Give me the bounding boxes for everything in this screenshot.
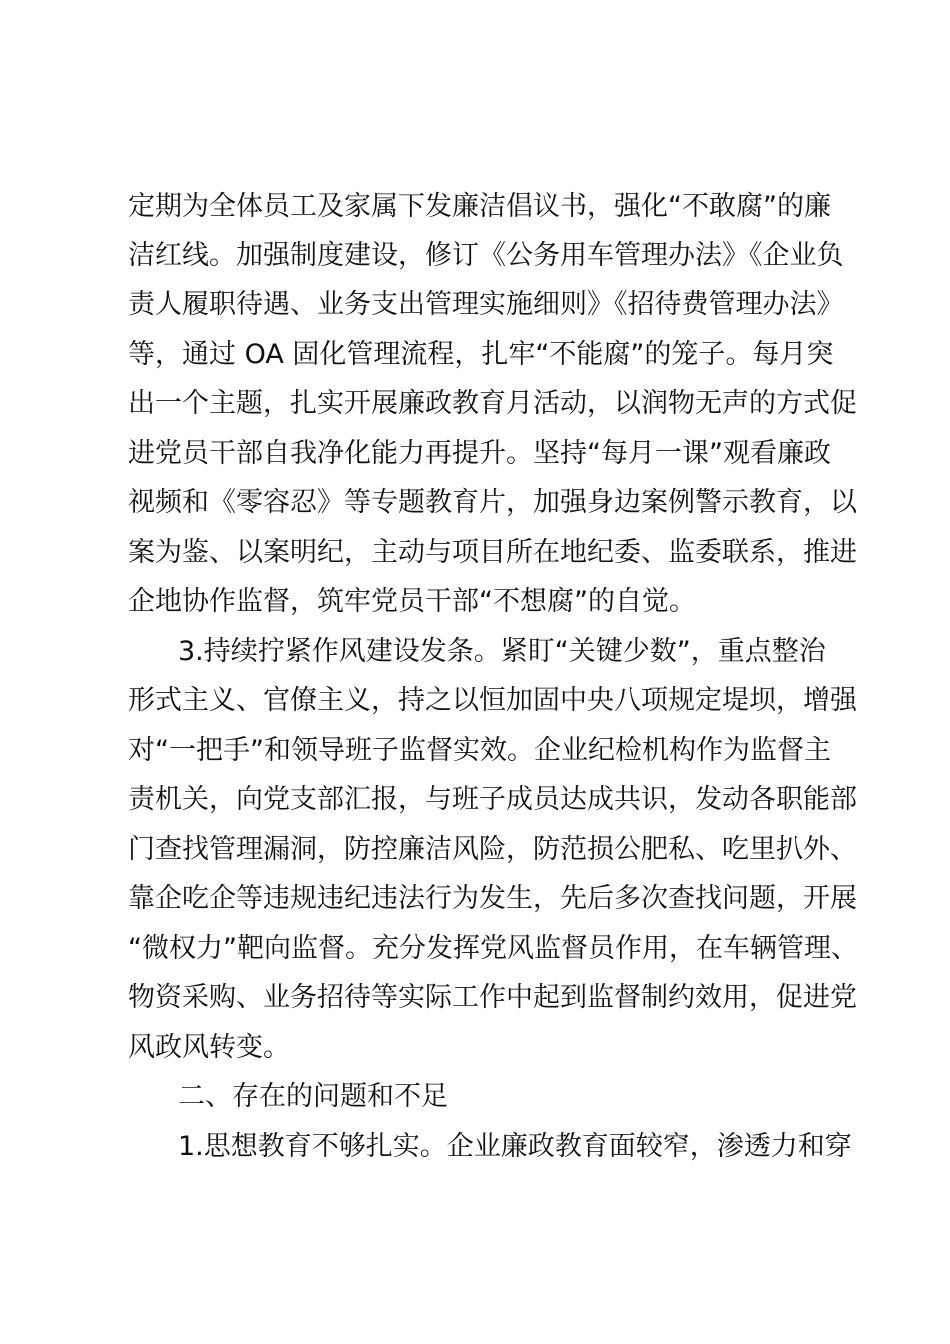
body-text-line: 定期为全体员工及家属下发廉洁倡议书，强化“不敢腐”的廉 <box>128 191 831 222</box>
subsection-heading-1: 1.思想教育不够扎实。企业廉政教育面较窄，渗透力和穿 <box>178 1131 852 1162</box>
body-text-line: 责机关，向党支部汇报，与班子成员达成共识，发动各职能部 <box>128 784 857 815</box>
section-heading-3: 3.持续拧紧作风建设发条。紧盯“关键少数”，重点整治 <box>178 636 826 667</box>
body-text-line: 物资采购、业务招待等实际工作中起到监督制约效用，促进党 <box>128 982 857 1013</box>
body-text-line: 案为鉴、以案明纪，主动与项目所在地纪委、监委联系，推进 <box>128 537 857 568</box>
body-text-line: 出一个主题，扎实开展廉政教育月活动，以润物无声的方式促 <box>128 388 857 419</box>
body-text-line: 企地协作监督，筑牢党员干部“不想腐”的自觉。 <box>128 586 696 617</box>
body-text-line: 形式主义、官僚主义，持之以恒加固中央八项规定堤坝，增强 <box>128 685 857 716</box>
body-text-line: 等，通过 OA 固化管理流程，扎牢“不能腐”的笼子。每月突 <box>128 339 834 370</box>
section-heading-2: 二、存在的问题和不足 <box>178 1081 448 1112</box>
body-text-line: 对“一把手”和领导班子监督实效。企业纪检机构作为监督主 <box>128 735 831 766</box>
body-text-line: 风政风转变。 <box>128 1032 290 1063</box>
body-text-line: 责人履职待遇、业务支出管理实施细则》《招待费管理办法》 <box>128 289 844 320</box>
body-text-line: 进党员干部自我净化能力再提升。坚持“每月一课”观看廉政 <box>128 438 831 469</box>
body-text-line: 门查找管理漏洞，防控廉洁风险，防范损公肥私、吃里扒外、 <box>128 834 857 865</box>
body-text-line: 洁红线。加强制度建设，修订《公务用车管理办法》《企业负 <box>128 240 844 271</box>
body-text-line: 靠企吃企等违规违纪违法行为发生，先后多次查找问题，开展 <box>128 883 857 914</box>
body-text-line: 视频和《零容忍》等专题教育片，加强身边案例警示教育，以 <box>128 487 857 518</box>
body-text-line: “微权力”靶向监督。充分发挥党风监督员作用，在车辆管理、 <box>128 933 858 964</box>
